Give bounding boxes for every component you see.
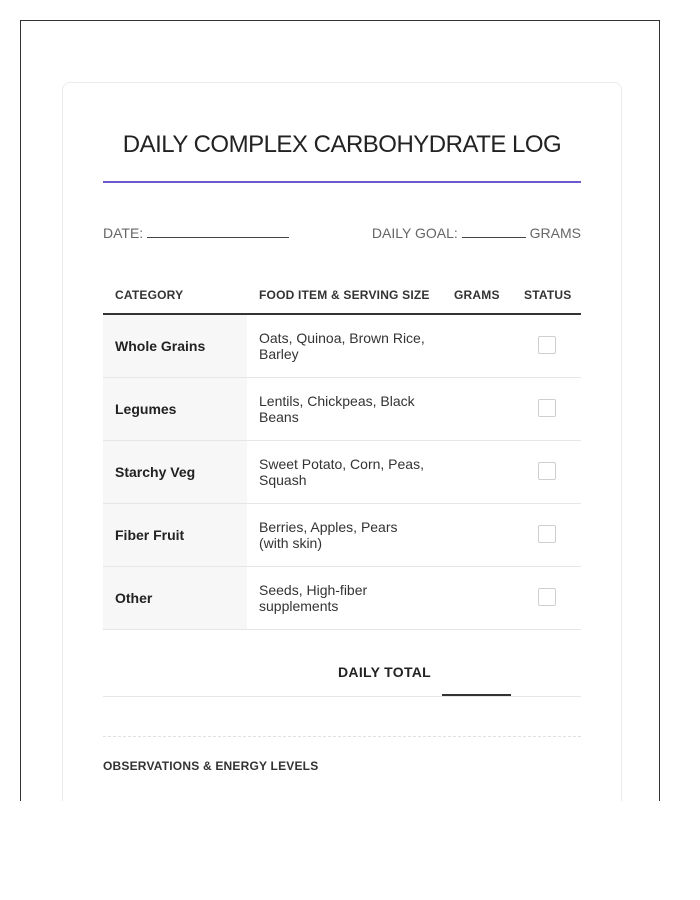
grams-cell[interactable] xyxy=(442,567,512,630)
header-food-item: FOOD ITEM & SERVING SIZE xyxy=(247,277,442,314)
grams-cell[interactable] xyxy=(442,378,512,441)
observations-label: OBSERVATIONS & ENERGY LEVELS xyxy=(103,759,319,773)
category-cell: Fiber Fruit xyxy=(103,504,247,567)
header-category: CATEGORY xyxy=(103,277,247,314)
table-row xyxy=(103,314,581,378)
status-cell xyxy=(512,378,581,441)
food-item-cell: Lentils, Chickpeas, Black Beans xyxy=(247,378,442,441)
daily-goal-field[interactable] xyxy=(372,225,581,241)
status-checkbox[interactable] xyxy=(538,399,556,417)
category-cell: Other xyxy=(103,567,247,630)
date-field[interactable] xyxy=(103,225,289,241)
food-item-cell: Berries, Apples, Pears (with skin) xyxy=(247,504,442,567)
category-cell: Starchy Veg xyxy=(103,441,247,504)
table-header-row xyxy=(103,277,581,314)
carb-log-table xyxy=(103,277,581,630)
status-cell xyxy=(512,441,581,504)
food-item-cell: Sweet Potato, Corn, Peas, Squash xyxy=(247,441,442,504)
daily-goal-label: DAILY GOAL: xyxy=(371,225,458,241)
page-frame xyxy=(20,20,660,801)
date-blank-line[interactable] xyxy=(147,227,289,238)
daily-goal-blank-line[interactable] xyxy=(462,227,526,238)
daily-total-row xyxy=(103,648,581,697)
grams-cell[interactable] xyxy=(442,441,512,504)
date-label: DATE: xyxy=(103,225,144,241)
daily-total-blank-line[interactable] xyxy=(442,694,511,696)
page-title: DAILY COMPLEX CARBOHYDRATE LOG xyxy=(122,131,562,158)
table-row xyxy=(103,504,581,567)
table-row xyxy=(103,567,581,630)
status-cell xyxy=(512,504,581,567)
status-cell xyxy=(512,314,581,378)
log-card xyxy=(62,82,622,801)
status-checkbox[interactable] xyxy=(538,525,556,543)
grams-cell[interactable] xyxy=(442,504,512,567)
daily-goal-unit: GRAMS xyxy=(529,225,581,241)
header-grams: GRAMS xyxy=(442,277,512,314)
table-row xyxy=(103,378,581,441)
header-status: STATUS xyxy=(512,277,581,314)
title-underline xyxy=(103,181,581,183)
status-checkbox[interactable] xyxy=(538,588,556,606)
category-cell: Legumes xyxy=(103,378,247,441)
daily-total-label: DAILY TOTAL xyxy=(338,664,432,680)
status-checkbox[interactable] xyxy=(538,462,556,480)
food-item-cell: Oats, Quinoa, Brown Rice, Barley xyxy=(247,314,442,378)
food-item-cell: Seeds, High-fiber supplements xyxy=(247,567,442,630)
grams-cell[interactable] xyxy=(442,314,512,378)
status-cell xyxy=(512,567,581,630)
section-divider xyxy=(103,736,581,737)
category-cell: Whole Grains xyxy=(103,314,247,378)
table-row xyxy=(103,441,581,504)
status-checkbox[interactable] xyxy=(538,336,556,354)
